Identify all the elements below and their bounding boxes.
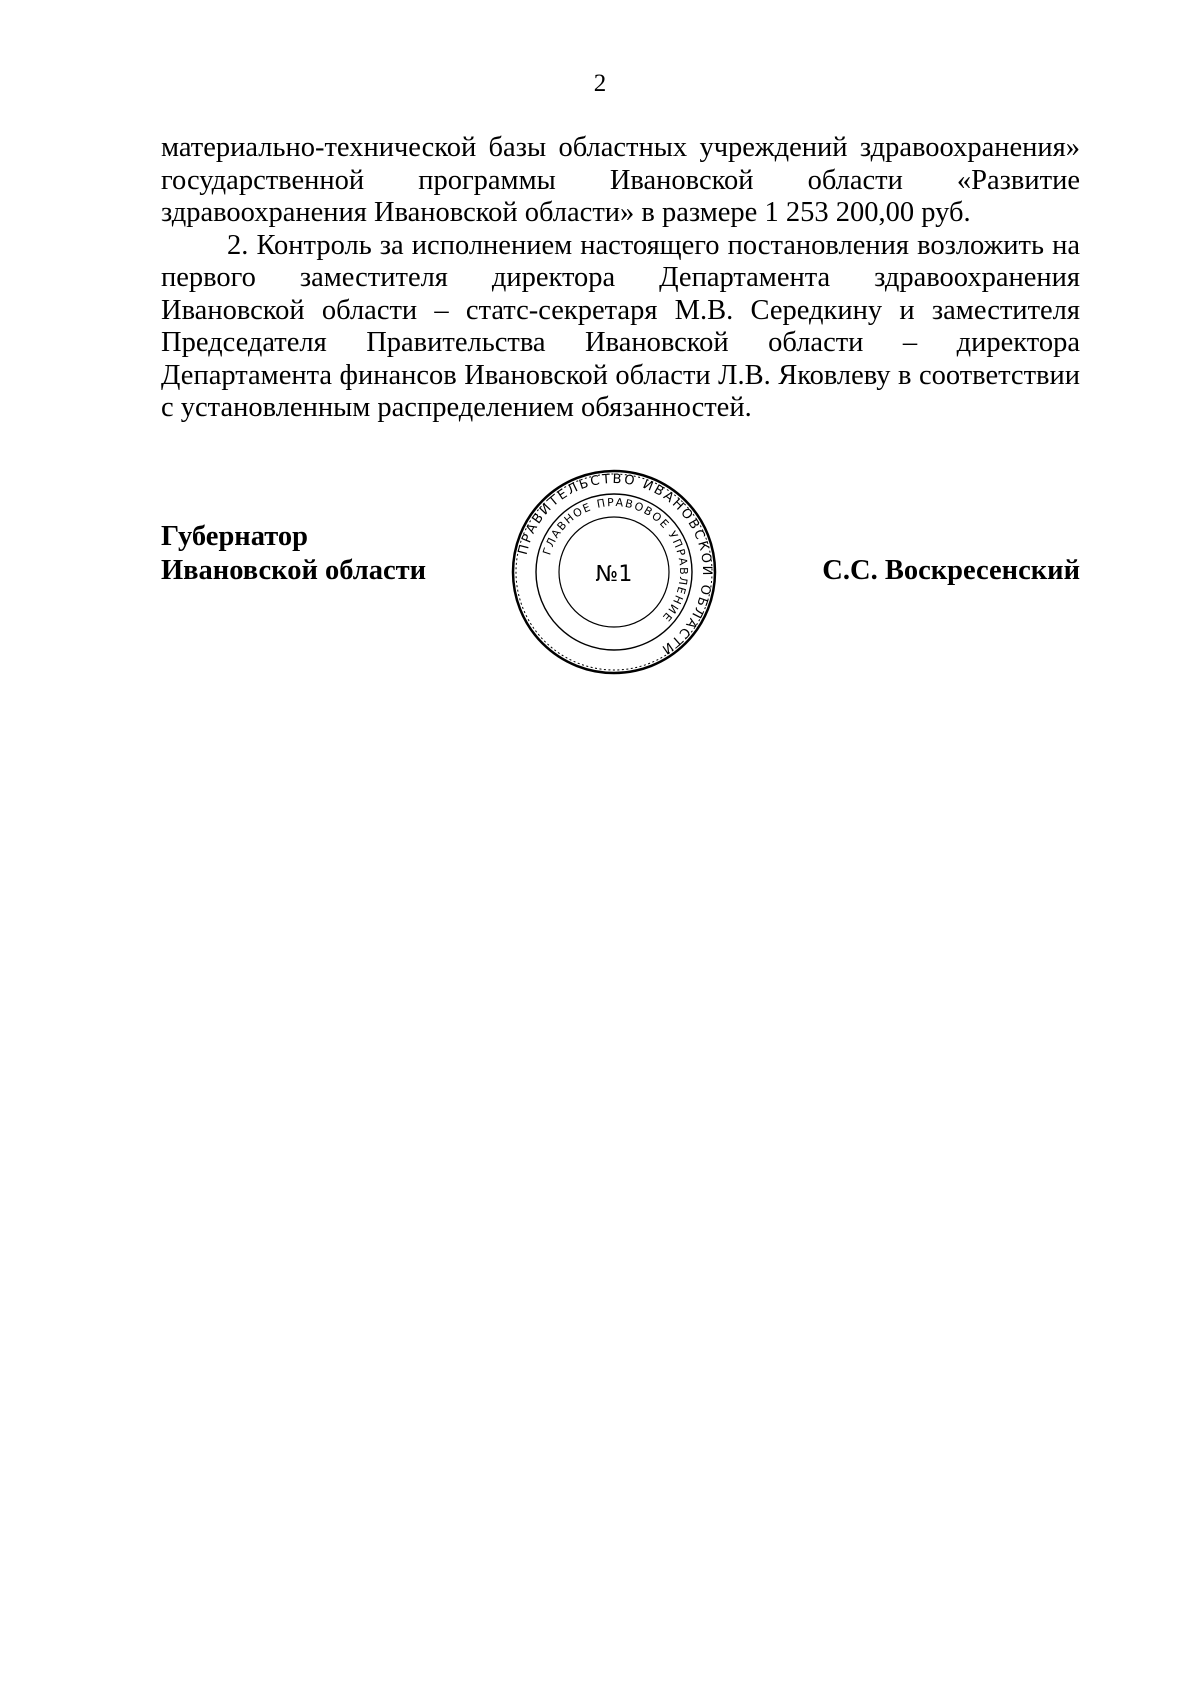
seal-graphic bbox=[509, 467, 719, 677]
signatory-position bbox=[161, 520, 426, 588]
official-seal-stamp bbox=[509, 467, 719, 677]
seal-inner-text: ГЛАВНОЕ ПРАВОВОЕ УПРАВЛЕНИЕ bbox=[540, 495, 691, 625]
position-line-1: Губернатор bbox=[161, 521, 308, 552]
page-number: 2 bbox=[593, 70, 607, 97]
seal-outer-text: ПРАВИТЕЛЬСТВО ИВАНОВСКОЙ ОБЛАСТИ bbox=[515, 471, 715, 658]
paragraph-2: 2. Контроль за исполнением настоящего постановления возложить на первого заместителя директора Департамента здравоохранения Ивановской области – статс-секретаря М.В. Середкину и заместителя Председателя Правительства Ивановской области – директора Департамента финансов Ивановской области Л.В. Яковлеву в соответствии с установленным распределением обязанностей. bbox=[161, 229, 1080, 423]
signatory-name: С.С. Воскресенский bbox=[822, 555, 1080, 586]
seal-center-number: №1 bbox=[595, 562, 633, 587]
position-line-2: Ивановской области bbox=[161, 555, 427, 586]
paragraph-1: материально-технической базы областных учреждений здравоохранения» государственной программы Ивановской области «Развитие здравоохранения Ивановской области» в размере 1 253 200,00 руб. bbox=[161, 132, 1080, 228]
document-body bbox=[161, 132, 1080, 425]
